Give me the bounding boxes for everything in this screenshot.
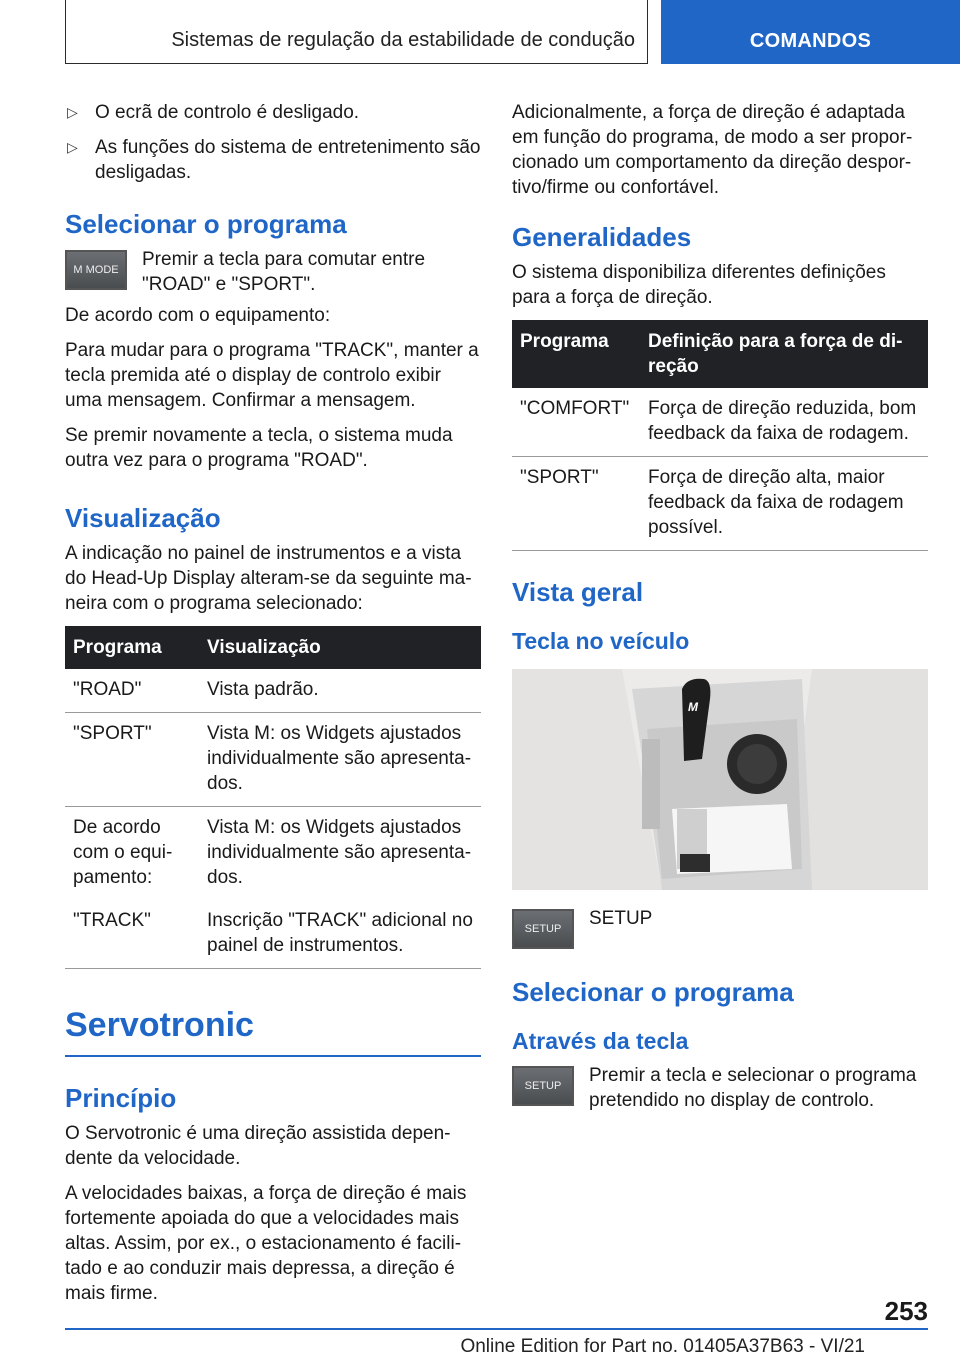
key-instruction-2: SETUP Premir a tecla e selecionar o programa pretendido no display de controlo.	[512, 1063, 928, 1113]
setup-button-icon-2: SETUP	[512, 1066, 574, 1106]
heading-visualizacao: Visualização	[65, 503, 221, 533]
setup-button-icon: SETUP	[512, 909, 574, 949]
triangle-bullet-icon: ▷	[67, 104, 78, 120]
page-number: 253	[884, 1296, 928, 1326]
key-instruction: M MODE Premir a tecla para comutar entre "ROAD" e "SPORT".	[65, 247, 481, 297]
vehicle-console-photo	[512, 669, 928, 890]
heading-atraves-da-tecla: Através da tecla	[512, 1028, 689, 1054]
heading-tecla-no-veiculo: Tecla no veículo	[512, 628, 690, 654]
center-console-illustration	[512, 669, 928, 890]
triangle-bullet-icon: ▷	[67, 139, 78, 155]
svg-text:M: M	[688, 700, 698, 714]
table-visualizacao: Programa Visualização "ROAD" Vista padrão. "SPORT" Vista M: os Widgets ajustados individualmente são apresentados. De acordo com o equipamento: Vista M: os Widgets ajustados individualmente são apresentados. "TRACK" Inscrição "TRACK" adicional no painel de instrumentos.	[65, 626, 481, 969]
right-column: Adicionalmente, a força de direção é adaptada em função do programa, de modo a ser proporcionado um comportamento da direção desportivo/firme ou confortável. Generalidades O sistema disponibiliza diferentes definições para a força de direção. Programa Definição para a força de direção "COMFORT" Força de direção reduzida, bom feedback da faixa de rodagem. "SPORT" Força de direção alta, maior feedback da faixa de rodagem possível. Vista geral Tecla no veículo M SETUP SETUP Selecionar o programa Através da tecla SETUP Premir a tecla e selecionar o programa pretendido no display de controlo.	[512, 100, 928, 1119]
heading-selecionar-programa-2: Selecionar o programa	[512, 977, 794, 1007]
left-column: ▷ O ecrã de controlo é desligado. ▷ As funções do sistema de entretenimento são desligadas. Selecionar o programa M MODE Premir a tecla para comutar entre "ROAD" e "SPORT". De acordo com o equipamento: Para mudar para o programa "TRACK", manter a tecla premida até o display de controlo exibir uma mensagem. Confirmar a mensagem. Se premir novamente a tecla, o sistema muda outra vez para o programa "ROAD". Visualização A indicação no painel de instrumentos e a vista do Head-Up Display alteram-se da seguinte maneira com o programa selecionado: Programa Visualização "ROAD" Vista padrão. "SPORT" Vista M: os Widgets ajustados individualmente são apresentados. De acordo com o equipamento: Vista M: os Widgets ajustados individualmente são apresentados. "TRACK" Inscrição "TRACK" adicional no painel de instrumentos. Servotronic Princípio O Servotronic é uma direção assistida dependente da velocidade. A velocidades baixas, a força de direção é mais fortemente apoiada do que a velocidades mais altas. Assim, por ex., o estacionamento é facilitado e ao conduzir mais depressa, a direção é mais firme.	[65, 102, 481, 1304]
heading-vista-geral: Vista geral	[512, 577, 644, 607]
m-mode-button-icon: M MODE	[65, 250, 127, 290]
table-row: "SPORT" Vista M: os Widgets ajustados individualmente são apresentados.	[65, 713, 481, 807]
table-row: "ROAD" Vista padrão.	[65, 669, 481, 713]
table-row: "COMFORT" Força de direção reduzida, bom feedback da faixa de rodagem.	[512, 388, 928, 457]
heading-principio: Princípio	[65, 1083, 177, 1113]
edition-note: Online Edition for Part no. 01405A37B63 - VI/21	[460, 1336, 865, 1357]
footer-rule	[65, 1328, 928, 1330]
heading-generalidades: Generalidades	[512, 222, 692, 252]
running-header	[65, 0, 648, 64]
chapter-tab: COMANDOS	[661, 0, 960, 64]
key-setup: SETUP SETUP	[512, 906, 928, 949]
section-title: Sistemas de regulação da estabilidade de condução	[171, 29, 635, 51]
table-row: De acordo com o equipamento: Vista M: os Widgets ajustados individualmente são apresentados.	[73, 817, 472, 888]
table-row: "SPORT" Força de direção alta, maior feedback da faixa de rodagem possível.	[512, 457, 928, 551]
heading-selecionar-programa: Selecionar o programa	[65, 209, 347, 239]
list-item: ▷ As funções do sistema de entretenimento são desligadas.	[67, 137, 481, 183]
list-item: ▷ O ecrã de controlo é desligado.	[67, 102, 360, 123]
heading-servotronic: Servotronic	[65, 1005, 481, 1057]
table-forca-direcao: Programa Definição para a força de direção "COMFORT" Força de direção reduzida, bom feedback da faixa de rodagem. "SPORT" Força de direção alta, maior feedback da faixa de rodagem possível.	[512, 320, 928, 551]
table-row: "TRACK" Inscrição "TRACK" adicional no painel de instrumentos.	[65, 900, 481, 969]
